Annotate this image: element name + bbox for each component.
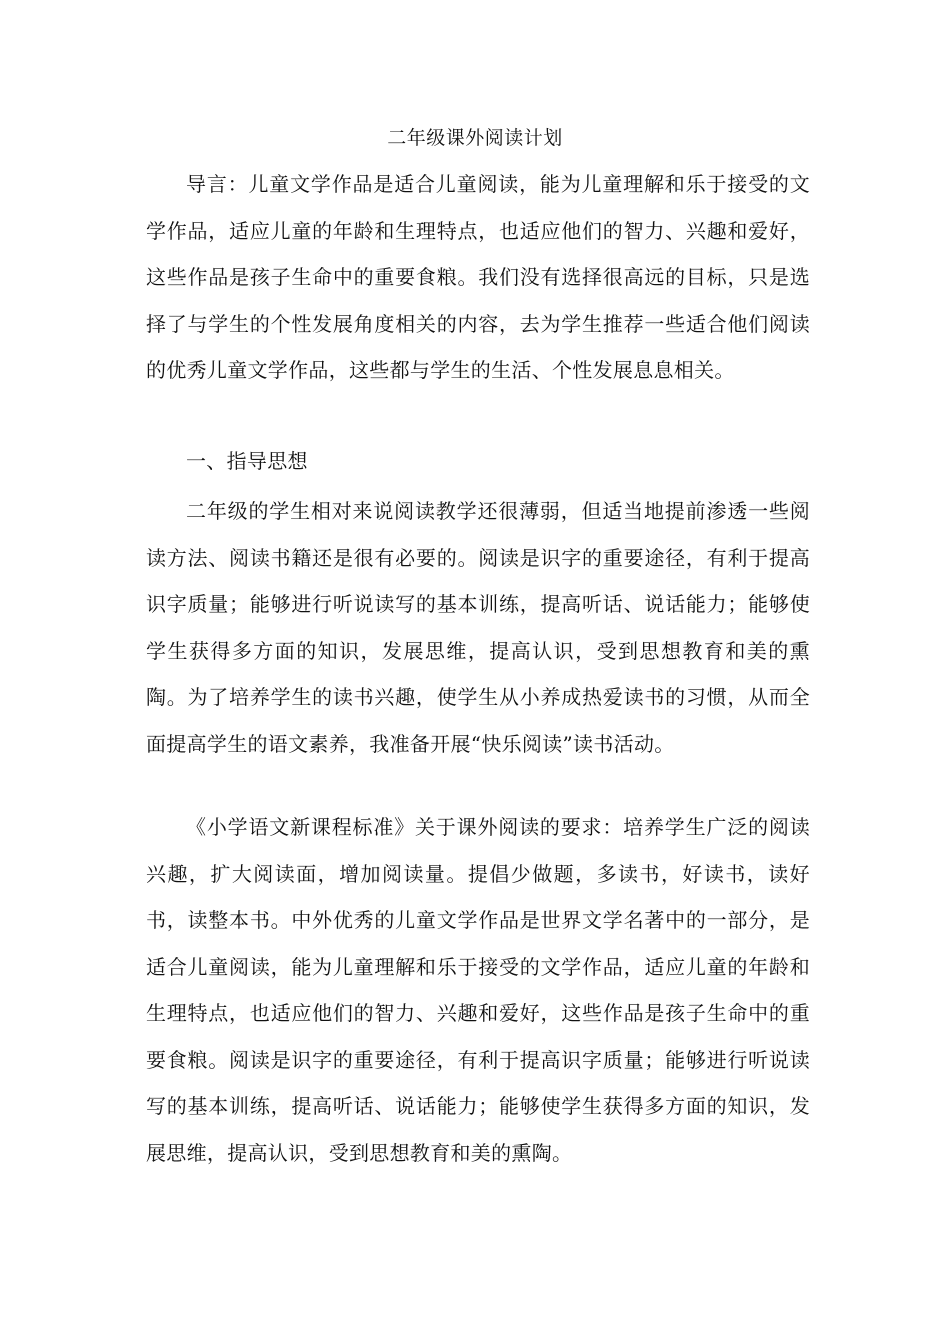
body-paragraph-1: 二年级的学生相对来说阅读教学还很薄弱，但适当地提前渗透一些阅读方法、阅读书籍还是很有必要的。阅读是识字的重要途径，有利于提高识字质量；能够进行听说读写的基本训练，提高听话、说话能力；能够使学生获得多方面的知识，发展思维，提高认识，受到思想教育和美的熏陶。为了培养学生的读书兴趣，使学生从小养成热爱读书的习惯，从而全面提高学生的语文素养，我准备开展“快乐阅读”读书活动。 (146, 499, 810, 756)
document-title: 二年级课外阅读计划 (387, 127, 563, 149)
intro-paragraph: 导言：儿童文学作品是适合儿童阅读，能为儿童理解和乐于接受的文学作品，适应儿童的年龄和生理特点，也适应他们的智力、兴趣和爱好，这些作品是孩子生命中的重要食粮。我们没有选择很高远的目标，只是选择了与学生的个性发展角度相关的内容，去为学生推荐一些适合他们阅读的优秀儿童文学作品，这些都与学生的生活、个性发展息息相关。 (146, 172, 810, 382)
body-paragraph-2: 《小学语文新课程标准》关于课外阅读的要求：培养学生广泛的阅读兴趣，扩大阅读面，增加阅读量。提倡少做题，多读书，好读书，读好书，读整本书。中外优秀的儿童文学作品是世界文学名著中的一部分，是适合儿童阅读，能为儿童理解和乐于接受的文学作品，适应儿童的年龄和生理特点，也适应他们的智力、兴趣和爱好，这些作品是孩子生命中的重要食粮。阅读是识字的重要途径，有利于提高识字质量；能够进行听说读写的基本训练，提高听话、说话能力；能够使学生获得多方面的知识，发展思维，提高认识，受到思想教育和美的熏陶。 (146, 815, 810, 1165)
section-heading-guiding-ideology: 一、指导思想 (186, 449, 308, 473)
